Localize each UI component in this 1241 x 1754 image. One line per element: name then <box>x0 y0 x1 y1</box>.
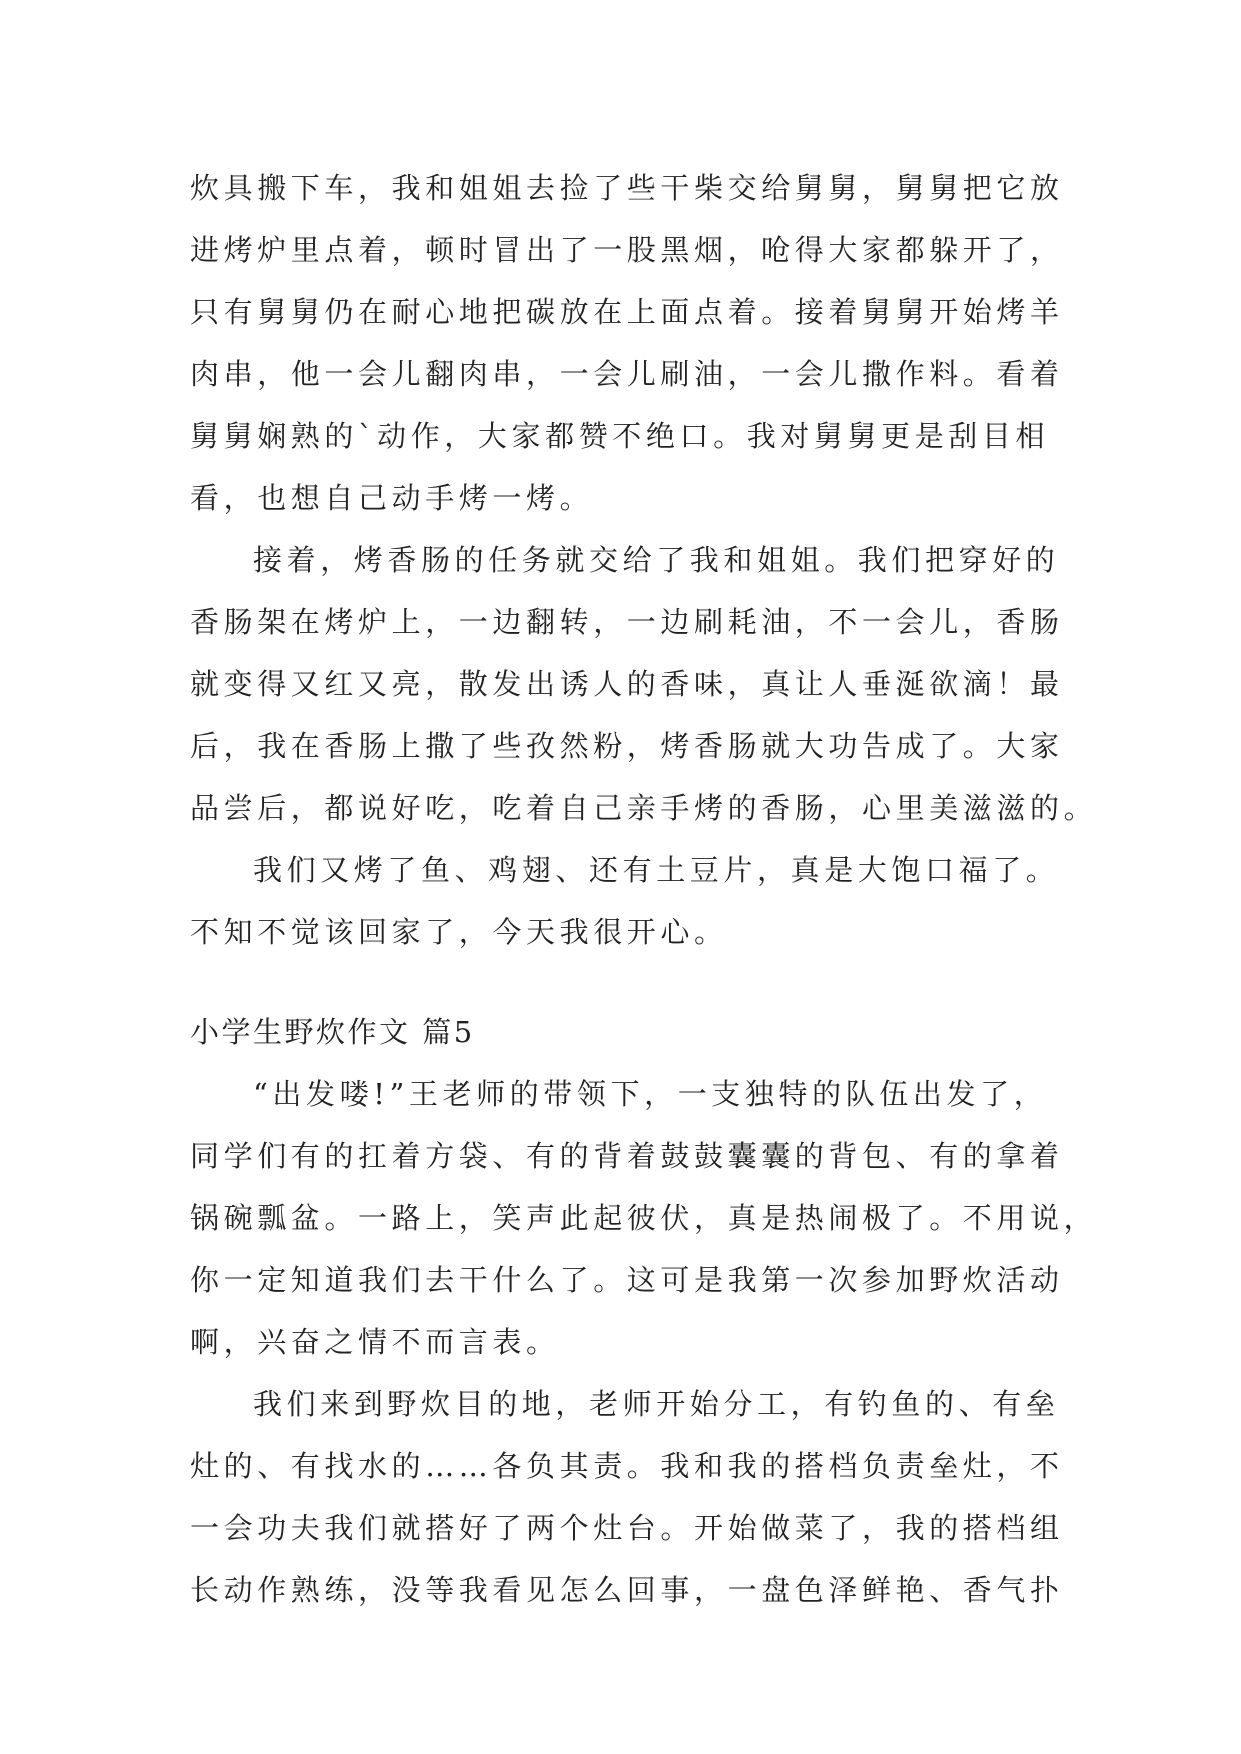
section-heading: 小学生野炊作文 篇5 <box>190 1015 475 1049</box>
paragraph-line: 接着，烤香肠的任务就交给了我和姐姐。我们把穿好的 <box>253 543 1060 577</box>
paragraph-line: 看，也想自己动手烤一烤。 <box>190 481 594 515</box>
paragraph-line: 肉串，他一会儿翻肉串，一会儿刷油，一会儿撒作料。看着 <box>190 357 1064 391</box>
paragraph-line: 你一定知道我们去干什么了。这可是我第一次参加野炊活动 <box>190 1263 1064 1297</box>
paragraph-line: 后，我在香肠上撒了些孜然粉，烤香肠就大功告成了。大家 <box>190 729 1064 763</box>
paragraph-line: “出发喽!”王老师的带领下，一支独特的队伍出发了， <box>253 1077 1048 1111</box>
paragraph-line: 我们又烤了鱼、鸡翅、还有土豆片，真是大饱口福了。 <box>253 853 1060 887</box>
paragraph-line: 品尝后，都说好吃，吃着自己亲手烤的香肠，心里美滋滋的。 <box>190 791 1098 825</box>
paragraph-line: 炊具搬下车，我和姐姐去捡了些干柴交给舅舅，舅舅把它放 <box>190 171 1064 205</box>
paragraph-line: 就变得又红又亮，散发出诱人的香味，真让人垂涎欲滴！最 <box>190 667 1064 701</box>
paragraph-line: 香肠架在烤炉上，一边翻转，一边刷耗油，不一会儿，香肠 <box>190 605 1064 639</box>
paragraph-line: 长动作熟练，没等我看见怎么回事，一盘色泽鲜艳、香气扑 <box>190 1573 1064 1607</box>
paragraph-line: 我们来到野炊目的地，老师开始分工，有钓鱼的、有垒 <box>253 1387 1060 1421</box>
paragraph-line: 同学们有的扛着方袋、有的背着鼓鼓囊囊的背包、有的拿着 <box>190 1139 1064 1173</box>
paragraph-line: 不知不觉该回家了，今天我很开心。 <box>190 915 728 949</box>
paragraph-line: 锅碗瓢盆。一路上，笑声此起彼伏，真是热闹极了。不用说， <box>190 1201 1098 1235</box>
paragraph-line: 灶的、有找水的……各负其责。我和我的搭档负责垒灶，不 <box>190 1449 1064 1483</box>
paragraph-line: 只有舅舅仍在耐心地把碳放在上面点着。接着舅舅开始烤羊 <box>190 295 1064 329</box>
paragraph-line: 舅舅娴熟的`动作，大家都赞不绝口。我对舅舅更是刮目相 <box>190 419 1050 453</box>
paragraph-line: 啊，兴奋之情不而言表。 <box>190 1325 560 1359</box>
paragraph-line: 进烤炉里点着，顿时冒出了一股黑烟，呛得大家都躲开了， <box>190 233 1064 267</box>
paragraph-line: 一会功夫我们就搭好了两个灶台。开始做菜了，我的搭档组 <box>190 1511 1064 1545</box>
